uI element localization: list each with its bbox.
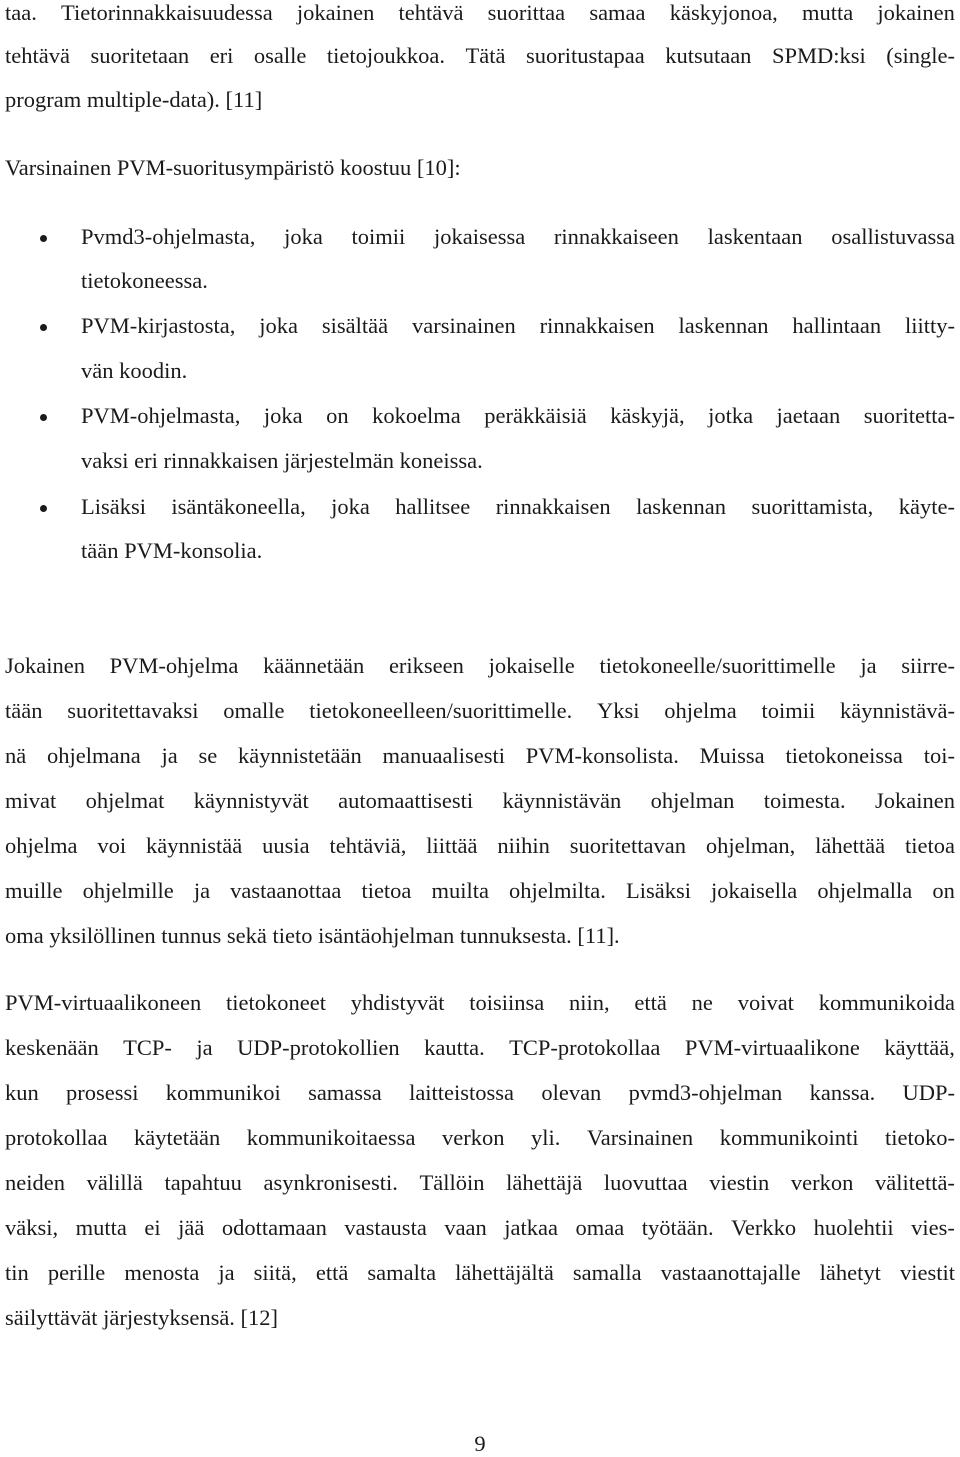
list-item-2-line-1: PVM-kirjastosta, joka sisältää varsinainen rinnakkaisen laskennan hallintaan liitty- (81, 313, 955, 338)
list-item-1-line-2: tietokoneessa. (81, 268, 208, 293)
paragraph-1-line-3: program multiple-data). [11] (5, 87, 263, 112)
paragraph-3-line-2: keskenään TCP- ja UDP-protokollien kautta. TCP-protokollaa PVM-virtuaalikone käyttää, (5, 1035, 955, 1060)
bullet-dot-1 (40, 235, 47, 242)
paragraph-3-line-8: säilyttävät järjestyksensä. [12] (5, 1305, 279, 1330)
list-item-4-line-1: Lisäksi isäntäkoneella, joka hallitsee rinnakkaisen laskennan suorittamista, käyte- (81, 494, 955, 519)
bullet-dot-4 (40, 505, 47, 512)
list-item-3-line-2: vaksi eri rinnakkaisen järjestelmän koneissa. (81, 448, 483, 473)
list-intro: Varsinainen PVM-suoritusympäristö koostuu [10]: (5, 155, 461, 180)
paragraph-3-line-6: väksi, mutta ei jää odottamaan vastausta vaan jatkaa omaa työtään. Verkko huolehtii vies- (5, 1215, 955, 1240)
paragraph-2-line-3: nä ohjelmana ja se käynnistetään manuaalisesti PVM-konsolista. Muissa tietokoneissa toi- (5, 743, 955, 768)
list-item-3-line-1: PVM-ohjelmasta, joka on kokoelma peräkkäisiä käskyjä, jotka jaetaan suoritetta- (81, 403, 955, 428)
paragraph-3-line-1: PVM-virtuaalikoneen tietokoneet yhdistyvät toisiinsa niin, että ne voivat kommunikoida (5, 990, 955, 1015)
paragraph-3-line-3: kun prosessi kommunikoi samassa laitteistossa olevan pvmd3-ohjelman kanssa. UDP- (5, 1080, 955, 1105)
paragraph-2-line-6: muille ohjelmille ja vastaanottaa tietoa muilta ohjelmilta. Lisäksi jokaisella ohjelmalla on (5, 878, 955, 903)
paragraph-3-line-5: neiden välillä tapahtuu asynkronisesti. Tällöin lähettäjä luovuttaa viestin verkon välitettä- (5, 1170, 955, 1195)
paragraph-2-line-7: oma yksilöllinen tunnus sekä tieto isäntäohjelman tunnuksesta. [11]. (5, 923, 620, 948)
paragraph-2-line-2: tään suoritettavaksi omalle tietokoneelleen/suorittimelle. Yksi ohjelma toimii käynnistävä- (5, 698, 955, 723)
paragraph-1-line-2: tehtävä suoritetaan eri osalle tietojoukkoa. Tätä suoritustapaa kutsutaan SPMD:ksi (single- (5, 43, 955, 68)
bullet-dot-2 (40, 324, 47, 331)
paragraph-3-line-4: protokollaa käytetään kommunikoitaessa verkon yli. Varsinainen kommunikointi tietoko- (5, 1125, 955, 1150)
bullet-dot-3 (40, 414, 47, 421)
paragraph-3-line-7: tin perille menosta ja siitä, että samalta lähettäjältä samalla vastaanottajalle lähetyt viestit (5, 1260, 955, 1285)
paragraph-2-line-4: mivat ohjelmat käynnistyvät automaattisesti käynnistävän ohjelman toimesta. Jokainen (5, 788, 955, 813)
paragraph-2-line-1: Jokainen PVM-ohjelma käännetään erikseen jokaiselle tietokoneelle/suorittimelle ja siirre- (5, 653, 955, 678)
list-item-4-line-2: tään PVM-konsolia. (81, 538, 263, 563)
paragraph-1-line-1: taa. Tietorinnakkaisuudessa jokainen tehtävä suorittaa samaa käskyjonoa, mutta jokainen (5, 0, 955, 25)
list-item-1-line-1: Pvmd3-ohjelmasta, joka toimii jokaisessa rinnakkaiseen laskentaan osallistuvassa (81, 224, 955, 249)
paragraph-2-line-5: ohjelma voi käynnistää uusia tehtäviä, liittää niihin suoritettavan ohjelman, lähettää tietoa (5, 833, 955, 858)
page-number: 9 (474, 1431, 486, 1456)
list-item-2-line-2: vän koodin. (81, 358, 188, 383)
